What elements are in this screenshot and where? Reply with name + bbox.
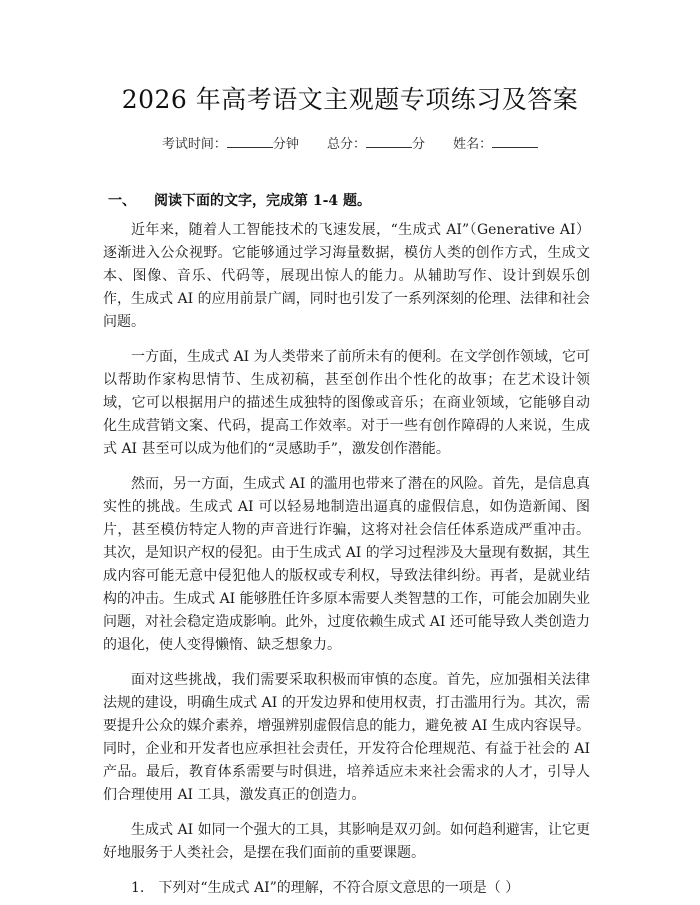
passage-paragraph: 一方面，生成式 AI 为人类带来了前所未有的便利。在文学创作领域，它可以帮助作家构思情节、生成初稿，甚至创作出个性化的故事；在艺术设计领域，它可以根据用户的描述生成独特的图像或音乐；在商业领域，它能够自动化生成营销文案、代码，提高工作效率。对于一些有创作障碍的人来说，生成式 AI 甚至可以成为他们的“灵感助手”，激发创作潜能。 [103,349,590,457]
question-number: 1. [131,880,145,896]
score-field [327,137,429,152]
score-label: 总分： [326,137,366,152]
score-unit: 分 [412,137,426,152]
time-unit: 分钟 [272,137,299,152]
question-1 [103,877,590,900]
passage-paragraph: 面对这些挑战，我们需要采取积极而审慎的态度。首先，应加强相关法律法规的建设，明确生成式 AI 的开发边界和使用权责，打击滥用行为。其次，需要提升公众的媒介素养，增强辨别虚假信息的能力，避免被 AI 生成内容误导。同时，企业和开发者也应承担社会责任，开发符合伦理规范、有益于社会的 AI 产品。最后，教育体系需要与时俱进，培养适应未来社会需求的人才，引导人们合理使用 AI 工具，激发真正的创造力。 [103,672,590,803]
section-heading-text: 阅读下面的文字，完成第 1-4 题。 [154,193,372,209]
exam-meta [0,133,700,152]
time-blank[interactable] [227,135,273,148]
question-text: 下列对“生成式 AI”的理解，不符合原文意思的一项是（ ） [158,880,520,896]
name-field [453,137,538,152]
section-heading [108,190,371,210]
score-blank[interactable] [366,135,412,148]
name-label: 姓名： [453,137,493,152]
page-title: 2026 年高考语文主观题专项练习及答案 [121,85,579,114]
time-label: 考试时间： [161,137,227,152]
time-field [162,137,303,152]
passage-paragraph: 然而，另一方面，生成式 AI 的滥用也带来了潜在的风险。首先，是信息真实性的挑战。生成式 AI 可以轻易地制造出逼真的虚假信息，如伪造新闻、图片，甚至模仿特定人物的声音进行诈骗，这将对社会信任体系造成严重冲击。其次，是知识产权的侵犯。由于生成式 AI 的学习过程涉及大量现有数据，其生成内容可能无意中侵犯他人的版权或专利权，导致法律纠纷。再者，是就业结构的冲击。生成式 AI 能够胜任许多原本需要人类智慧的工作，可能会加剧失业问题，对社会稳定造成影响。此外，过度依赖生成式 AI 还可能导致人类创造力的退化，使人变得懒惰、缺乏想象力。 [103,476,590,653]
passage-paragraph: 生成式 AI 如同一个强大的工具，其影响是双刃剑。如何趋利避害，让它更好地服务于人类社会，是摆在我们面前的重要课题。 [103,822,590,861]
passage-paragraph: 近年来，随着人工智能技术的飞速发展，“生成式 AI”（Generative AI）逐渐进入公众视野。它能够通过学习海量数据，模仿人类的创作方式，生成文本、图像、音乐、代码等，展现出惊人的能力。从辅助写作、设计到娱乐创作，生成式 AI 的应用前景广阔，同时也引发了一系列深刻的伦理、法律和社会问题。 [103,222,590,330]
reading-passage [103,219,590,900]
section-number: 一、 [108,193,136,209]
name-blank[interactable] [492,135,538,148]
